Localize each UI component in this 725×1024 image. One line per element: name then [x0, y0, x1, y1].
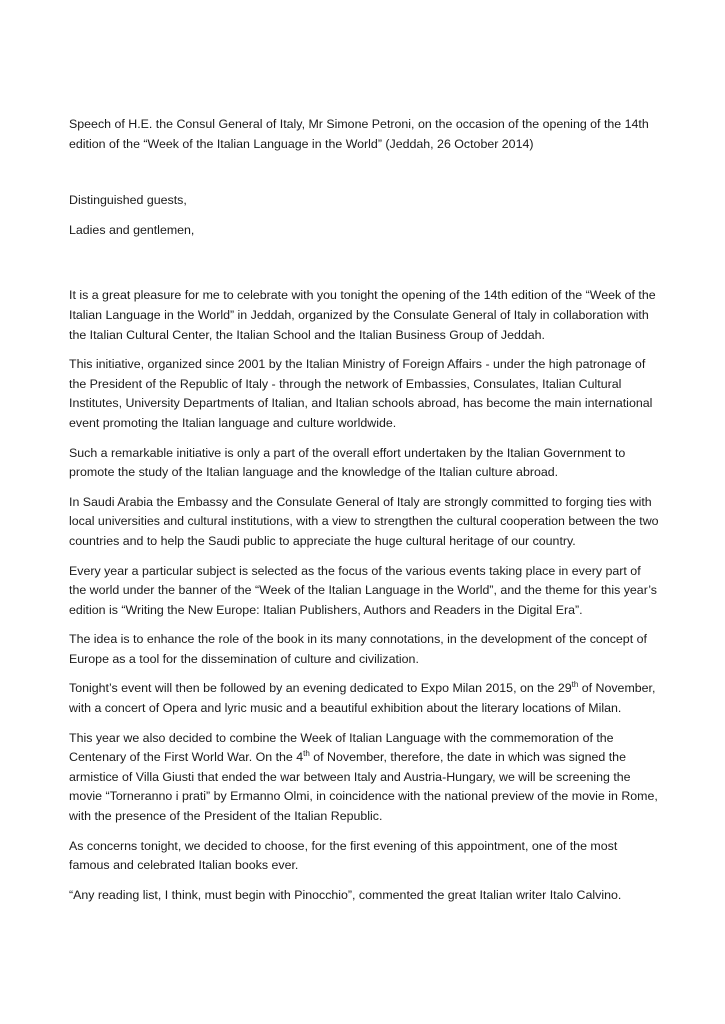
paragraph-1: It is a great pleasure for me to celebrate with you tonight the opening of the 14th edition of the “Week of the Italian Language in the World” in Jeddah, organized by the Consulate General of Italy in collaboration with the Italian Cultural Center, the Italian School and the Italian Business Group of Jeddah. — [69, 288, 656, 342]
paragraph-4: In Saudi Arabia the Embassy and the Consulate General of Italy are strongly committed to forging ties with local universities and cultural institutions, with a view to strengthen the cultural cooperation between the two countries and to help the Saudi public to appreciate the huge cultural heritage of our country. — [69, 494, 659, 548]
spacer — [69, 250, 659, 286]
paragraph-9: As concerns tonight, we decided to choose, for the first evening of this appointment, one of the most famous and celebrated Italian books ever. — [69, 838, 618, 873]
spacer — [69, 154, 659, 191]
paragraph-7-text-start: Tonight’s event will then be followed by an evening dedicated to Expo Milan 2015, on the 29 — [69, 681, 572, 696]
speech-body — [69, 115, 659, 915]
paragraph-8-text-end: of November, therefore, the date in which was signed the armistice of Villa Giusti that ended the war between Italy and Austria-Hungary, we will be screening the movie “Torneranno i prati” by Ermanno Olmi, in coincidence with the national preview of the movie in Rome, with the presence of the President of the Italian Republic. — [69, 750, 658, 824]
paragraph-10: “Any reading list, I think, must begin with Pinocchio”, commented the great Italian writer Italo Calvino. — [69, 887, 622, 902]
paragraph-7-text-end: of November, with a concert of Opera and lyric music and a beautiful exhibition about the literary locations of Milan. — [69, 681, 656, 716]
ordinal-suffix: th — [303, 749, 310, 759]
salutation-line-2: Ladies and gentlemen, — [69, 222, 195, 237]
paragraph-6: The idea is to enhance the role of the book in its many connotations, in the development of the concept of Europe as a tool for the dissemination of culture and civilization. — [69, 632, 647, 666]
ordinal-suffix: th — [571, 680, 579, 690]
salutation-line-1: Distinguished guests, — [69, 193, 187, 208]
paragraph-8-text-start: This year we also decided to combine the Week of Italian Language with the commemoration of the Centenary of the First World War. On the 4 — [69, 730, 614, 765]
paragraph-3: Such a remarkable initiative is only a part of the overall effort undertaken by the Italian Government to promote the study of the Italian language and the knowledge of the Italian culture abroad. — [69, 445, 626, 480]
speech-title: Speech of H.E. the Consul General of Italy, Mr Simone Petroni, on the occasion of the opening of the 14th edition of the “Week of the Italian Language in the World” (Jeddah, 26 October 2014) — [69, 117, 649, 151]
paragraph-7 — [69, 679, 659, 718]
paragraph-8 — [69, 729, 659, 827]
paragraph-2: This initiative, organized since 2001 by the Italian Ministry of Foreign Affairs - under the high patronage of the President of the Republic of Italy - through the network of Embassies, Consulates, Italian Cultural Institutes, University Departments of Italian, and Italian schools abroad, has become the main international event promoting the Italian language and culture worldwide. — [69, 357, 653, 430]
paragraph-5: Every year a particular subject is selected as the focus of the various events taking place in every part of the world under the banner of the “Week of the Italian Language in the World”, and the theme for this year’s edition is “Writing the New Europe: Italian Publishers, Authors and Readers in the Digital Era”. — [69, 563, 657, 617]
